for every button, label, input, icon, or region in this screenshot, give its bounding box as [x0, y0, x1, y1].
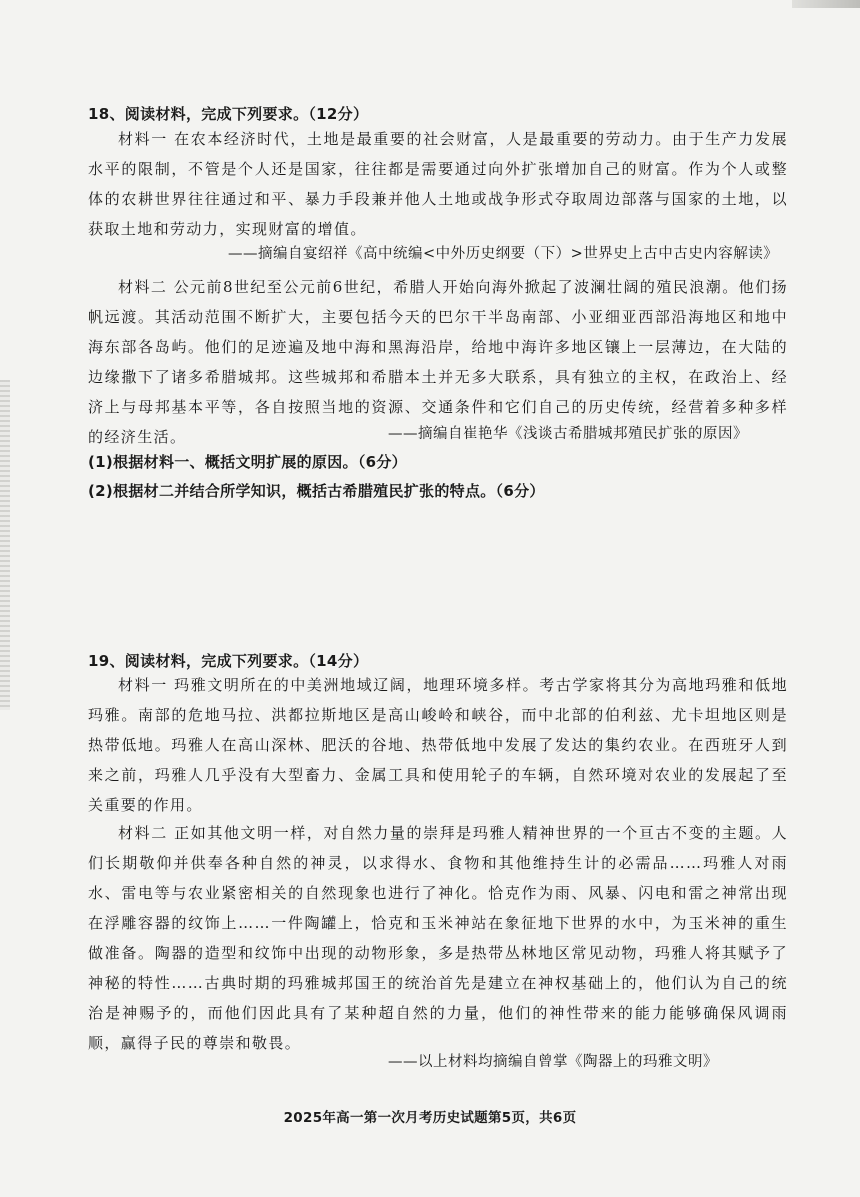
scan-edge-shadow [0, 380, 10, 710]
q19-material-1: 材料一 玛雅文明所在的中美洲地域辽阔，地理环境多样。考古学家将其分为高地玛雅和低地玛雅。南部的危地马拉、洪都拉斯地区是高山峻岭和峡谷，而中北部的伯利兹、尤卡坦地区则是热带低地。玛雅人在高山深林、肥沃的谷地、热带低地中发展了发达的集约农业。在西班牙人到来之前，玛雅人几乎没有大型畜力、金属工具和使用轮子的车辆，自然环境对农业的发展起了至关重要的作用。 [88, 676, 788, 814]
q18-source-1: ——摘编自宴绍祥《高中统编<中外历史纲要（下）>世界史上古中古史内容解读》 [228, 246, 779, 262]
q19-source: ——以上材料均摘编自曾掌《陶器上的玛雅文明》 [388, 1054, 718, 1070]
scan-corner-shadow [792, 0, 860, 8]
q19-material-2: 材料二 正如其他文明一样，对自然力量的崇拜是玛雅人精神世界的一个亘古不变的主题。人们长期敬仰并供奉各种自然的神灵，以求得水、食物和其他维持生计的必需品……玛雅人对雨水、雷电等与农业紧密相关的自然现象也进行了神化。恰克作为雨、风暴、闪电和雷之神常出现在浮雕容器的纹饰上……一件陶罐上，恰克和玉米神站在象征地下世界的水中，为玉米神的重生做准备。陶器的造型和纹饰中出现的动物形象，多是热带丛林地区常见动物，玛雅人将其赋予了神秘的特性……古典时期的玛雅城邦国王的统治首先是建立在神权基础上的，他们认为自己的统治是神赐予的，而他们因此具有了某种超自然的力量，他们的神性带来的能力能够确保风调雨顺，赢得子民的尊崇和敬畏。 [88, 824, 788, 1052]
question-19-heading: 19、阅读材料，完成下列要求。（14分） [88, 652, 369, 670]
q18-sub-question-1: (1)根据材料一、概括文明扩展的原因。（6分） [88, 453, 407, 471]
q18-sub-question-2: (2)根据材二并结合所学知识，概括古希腊殖民扩张的特点。（6分） [88, 482, 545, 500]
question-18-heading: 18、阅读材料，完成下列要求。（12分） [88, 105, 369, 123]
page-footer: 2025年高一第一次月考历史试题第5页，共6页 [283, 1110, 577, 1126]
q18-material-2: 材料二 公元前8世纪至公元前6世纪，希腊人开始向海外掀起了波澜壮阔的殖民浪潮。他们扬帆远渡。其活动范围不断扩大，主要包括今天的巴尔干半岛南部、小亚细亚西部沿海地区和地中海东部各岛屿。他们的足迹遍及地中海和黑海沿岸，给地中海许多地区镶上一层薄边，在大陆的边缘撒下了诸多希腊城邦。这些城邦和希腊本土并无多大联系，具有独立的主权，在政治上、经济上与母邦基本平等，各自按照当地的资源、交通条件和它们自己的历史传统，经营着多种多样的经济生活。 [88, 278, 788, 446]
q18-material-1: 材料一 在农本经济时代，土地是最重要的社会财富，人是最重要的劳动力。由于生产力发展水平的限制，不管是个人还是国家，往往都是需要通过向外扩张增加自己的财富。作为个人或整体的农耕世界往往通过和平、暴力手段兼并他人土地或战争形式夺取周边部落与国家的土地，以获取土地和劳动力，实现财富的增值。 [88, 130, 788, 238]
q18-source-2: ——摘编自崔艳华《浅谈古希腊城邦殖民扩张的原因》 [388, 426, 748, 442]
